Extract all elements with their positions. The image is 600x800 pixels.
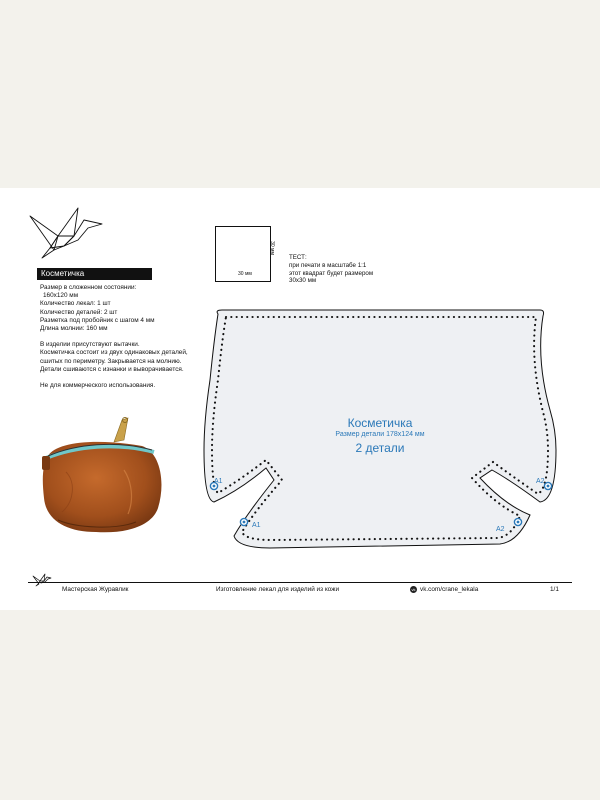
pattern-sheet xyxy=(0,188,600,610)
purse-photo xyxy=(36,412,166,540)
note-line: Косметичка состоит из двух одинаковых деталей, xyxy=(40,349,188,357)
marker-a2-right: A2 xyxy=(536,478,545,485)
test-note-line: 30х30 мм xyxy=(289,277,317,285)
marker-a1-left: A1 xyxy=(214,478,223,485)
test-square xyxy=(215,226,276,282)
page-number: 1/1 xyxy=(550,586,559,593)
footer-link-block[interactable] xyxy=(410,586,478,593)
footer-crane-icon xyxy=(32,573,52,587)
note-line: В изделии присутствуют вытачки. xyxy=(40,341,140,349)
note-line: Детали сшиваются с изнанки и выворачивается. xyxy=(40,365,184,373)
test-note-line: ТЕСТ: xyxy=(289,254,307,261)
info-line: Длина молнии: 160 мм xyxy=(40,325,108,333)
info-line: Количество деталей: 2 шт xyxy=(40,308,118,316)
info-line: Разметка под пробойник с шагом 4 мм xyxy=(40,316,155,324)
test-note-line: при печати в масштабе 1:1 xyxy=(289,261,367,269)
info-line: 160х120 мм xyxy=(43,292,79,300)
footer-divider xyxy=(28,582,572,583)
info-block xyxy=(40,284,210,390)
note-line: сшитых по периметру. Закрывается на молнию. xyxy=(40,357,182,365)
footer-tagline: Изготовление лекал для изделий из кожи xyxy=(216,586,340,593)
footer-brand: Мастерская Журавлик xyxy=(62,586,129,593)
section-title: Косметичка xyxy=(37,268,152,280)
marker-a1-bottom: A1 xyxy=(252,522,261,529)
vk-icon: vk xyxy=(411,587,416,592)
square-height-label: 30 мм xyxy=(269,241,276,255)
pattern-count: 2 детали xyxy=(355,441,405,455)
disclaimer: Не для коммерческого использования. xyxy=(40,382,156,390)
square-width-label: 30 мм xyxy=(238,271,252,277)
footer-link[interactable]: vk.com/crane_lekala xyxy=(420,586,479,594)
pattern-title-block xyxy=(200,416,560,455)
info-line: Размер в сложенном состоянии: xyxy=(40,284,137,291)
test-note xyxy=(289,254,373,285)
pattern-title: Косметичка xyxy=(347,416,413,430)
test-note-line: этот квадрат будет размером xyxy=(289,269,374,277)
info-line: Количество лекал: 1 шт xyxy=(40,300,111,308)
pattern-size: Размер детали 178х124 мм xyxy=(335,431,425,438)
crane-logo-icon xyxy=(28,206,104,260)
marker-a2-bottom: A2 xyxy=(496,526,505,533)
